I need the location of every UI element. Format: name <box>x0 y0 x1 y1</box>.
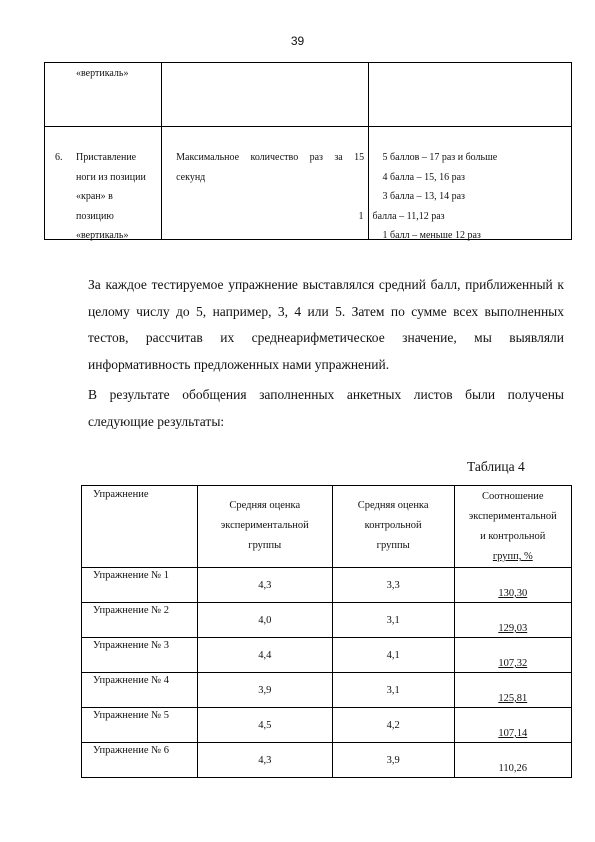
exercise-label: Упражнение № 4 <box>93 675 169 686</box>
criterion-extra: 1 <box>358 211 364 222</box>
ratio-value: 129,03 <box>498 623 528 634</box>
paragraph-results: В результате обобщения заполненных анкетных листов были получены следующие результаты: <box>88 387 564 429</box>
ratio-value: 130,30 <box>498 588 528 599</box>
table-header-row <box>82 486 572 568</box>
criterion-text: Максимальное количество раз за 15 <box>176 152 365 163</box>
exercise-label: Упражнение № 2 <box>93 605 169 616</box>
table-row <box>45 127 572 240</box>
exp-value: 3,9 <box>258 685 272 696</box>
table-row <box>82 673 572 708</box>
table-row <box>82 603 572 638</box>
ctrl-value: 4,2 <box>386 720 400 731</box>
exercise-label: Упражнение № 1 <box>93 570 169 581</box>
exp-value: 4,0 <box>258 615 272 626</box>
table-row <box>82 638 572 673</box>
paragraph-averaging: За каждое тестируемое упражнение выставлялся средний балл, приближенный к целому числу до 5, например, 3, 4 или 5. Затем по сумме всех выполненных тестов, рассчитав их среднеарифметическое значение, мы выявляли информативность предложенных нами упражнений. <box>88 277 564 372</box>
table-caption: Таблица 4 <box>467 459 525 474</box>
ctrl-value: 3,1 <box>386 685 400 696</box>
results-table <box>81 485 572 778</box>
exercise-name-cell: «вертикаль» <box>76 68 129 79</box>
page-number: 39 <box>290 34 305 48</box>
exercise-name-cell: Приставление ноги из позиции «кран» в позицию «вертикаль» <box>76 152 146 241</box>
ctrl-value: 3,1 <box>386 615 400 626</box>
header-exercise: Упражнение <box>93 489 149 500</box>
table-row <box>82 743 572 778</box>
ctrl-value: 3,9 <box>386 755 400 766</box>
score-scale: 5 баллов – 17 раз и больше 4 балла – 15, 16 раз 3 балла – 13, 14 раз балла – 11,12 раз 1 балл – меньше 12 раз <box>372 152 498 241</box>
ratio-value: 107,32 <box>498 658 528 669</box>
table-row <box>45 63 572 127</box>
exp-value: 4,3 <box>258 755 272 766</box>
table-row <box>82 568 572 603</box>
table-row <box>82 708 572 743</box>
criteria-table-continuation <box>44 62 572 240</box>
ctrl-value: 4,1 <box>386 650 400 661</box>
exp-value: 4,5 <box>258 720 272 731</box>
row-number: 6. <box>55 152 63 163</box>
header-experimental: Средняя оценка экспериментальной группы <box>220 500 309 551</box>
ctrl-value: 3,3 <box>386 580 400 591</box>
header-control: Средняя оценка контрольной группы <box>357 500 429 551</box>
ratio-value: 110,26 <box>498 763 528 774</box>
exp-value: 4,4 <box>258 650 272 661</box>
exercise-label: Упражнение № 5 <box>93 710 169 721</box>
header-ratio: Соотношение экспериментальной и контрольной групп, % <box>468 491 557 562</box>
ratio-value: 107,14 <box>498 728 528 739</box>
ratio-value: 125,81 <box>498 693 528 704</box>
exercise-label: Упражнение № 3 <box>93 640 169 651</box>
exercise-label: Упражнение № 6 <box>93 745 169 756</box>
exp-value: 4,3 <box>258 580 272 591</box>
criterion-text-cont: секунд <box>176 172 206 183</box>
